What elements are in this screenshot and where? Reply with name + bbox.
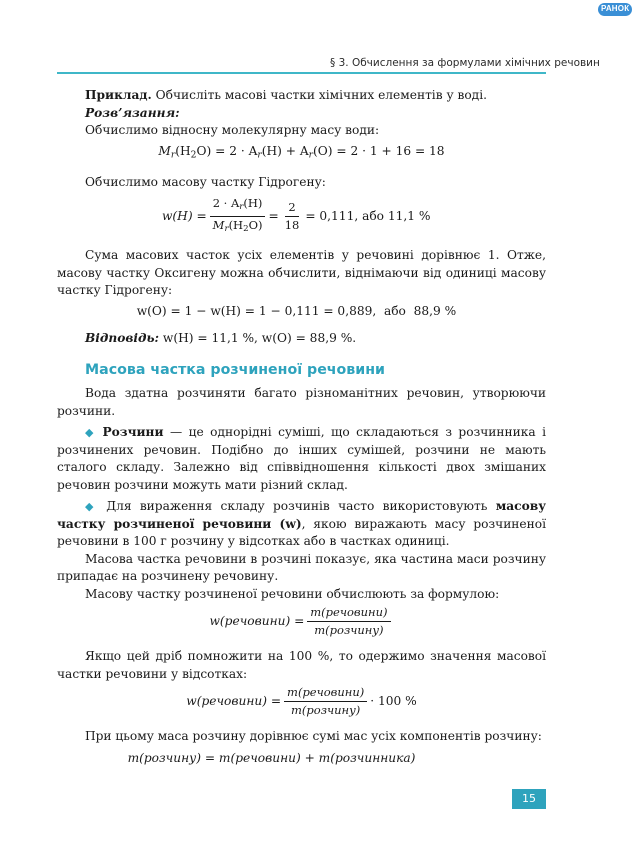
answer-text: w(H) = 11,1 %, w(O) = 88,9 %. [162, 331, 357, 346]
page-number-badge [512, 789, 546, 809]
fraction-2-over-18: $\frac{2}{18}$ [284, 199, 300, 232]
term-solutions: Розчини [102, 425, 164, 440]
diamond-bullet-icon: ◆ [85, 500, 98, 514]
answer-label: Відповідь: [85, 331, 160, 346]
answer [57, 330, 546, 348]
solution-label: Розв’язання: [85, 105, 180, 120]
equation-molar-mass: $M_r(H_2O) = 2 \cdot A_r(H) + A_r(O) = 2 \cdot 1 + 16 = 18$ [158, 143, 445, 160]
example-task-text: Обчисліть масові частки хімічних елементів у воді. [155, 88, 487, 102]
publisher-logo [598, 2, 632, 18]
equation-hydrogen-fraction: w(H) = $\frac{2 \cdot A_r(H)}{M_r(H_2O)}$ = $\frac{2}{18}$ = 0,111, або 11,1 % [57, 196, 546, 237]
fraction-ar-over-mr: $\frac{2 \cdot A_r(H)}{M_r(H_2O)}$ [210, 196, 266, 237]
step-3: Сума масових часток усіх елементів у речовині дорівнює 1. Отже, масову частку Оксигену можна обчислити, віднімаючи від одиниці масову частку Гідрогену: [57, 248, 546, 298]
running-header: § 3. Обчислення за формулами хімічних речовин [330, 57, 600, 69]
fraction-solute-over-solution-percent: $\frac{\text{m(речовини)}}{\text{m(розчину)}}$ [284, 685, 367, 718]
formula-mass-fraction-percent: w(речовини) = $\frac{\text{m(речовини)}}{\text{m(розчину)}}$ · 100 % [186, 685, 417, 718]
paragraph-percent: Якщо цей дріб помножити на 100 %, то одержимо значення масової частки речовини у відсотках: [57, 649, 546, 681]
definition-solutions: ◆ Розчини — це однорідні суміші, що складаються з розчинника і розчинених речовин. Подібно до інших сумішей, розчини не мають сталого складу. Залежно від співвідношення кількості двох змішаних речовин розчини можуть мати різний склад. [57, 425, 547, 492]
fraction-solute-over-solution: $\frac{\text{m(речовини)}}{\text{m(розчину)}}$ [307, 605, 390, 638]
equation-oxygen-fraction: w(O) = 1 − w(H) = 1 − 0,111 = 0,889, або 88,9 % [136, 303, 457, 318]
step-2: Обчислимо масову частку Гідрогену: [85, 175, 326, 190]
term-mass-fraction: масову частку розчиненої речовини (w) [57, 499, 546, 531]
step-1: Обчислимо відносну молекулярну масу води: [85, 123, 380, 137]
paragraph-formula-intro: Масову частку розчиненої речовини обчислюють за формулою: [85, 586, 500, 601]
page-body [57, 87, 546, 777]
paragraph-solvents: Вода здатна розчиняти багато різноманітних речовин, утворюючи розчини. [57, 386, 546, 418]
paragraph-mass-fraction-meaning: Масова частка речовини в розчині показує, яка частина маси розчину припадає на розчинену речовину. [57, 551, 546, 584]
example-label: Приклад. [85, 88, 152, 102]
definition-mass-fraction: ◆ Для вираження складу розчинів часто використовують масову частку розчиненої речовини (w), якою виражають масу розчиненої речовини в 100 г розчину у відсотках або в частках одиниці. [57, 499, 547, 549]
example-task [57, 87, 546, 105]
formula-solution-mass: m(розчину) = m(речовини) + m(розчинника) [127, 750, 416, 765]
formula-mass-fraction: w(речовини) = $\frac{\text{m(речовини)}}{\text{m(розчину)}}$ [57, 605, 546, 638]
page-number: 15 [522, 792, 536, 805]
section-title: Масова частка розчиненої речовини [85, 361, 385, 378]
paragraph-solution-mass: При цьому маса розчину дорівнює сумі мас усіх компонентів розчину: [85, 729, 542, 744]
diamond-bullet-icon: ◆ [85, 426, 97, 440]
publisher-logo-text: РАНОК [601, 4, 630, 13]
header-divider [57, 72, 546, 74]
